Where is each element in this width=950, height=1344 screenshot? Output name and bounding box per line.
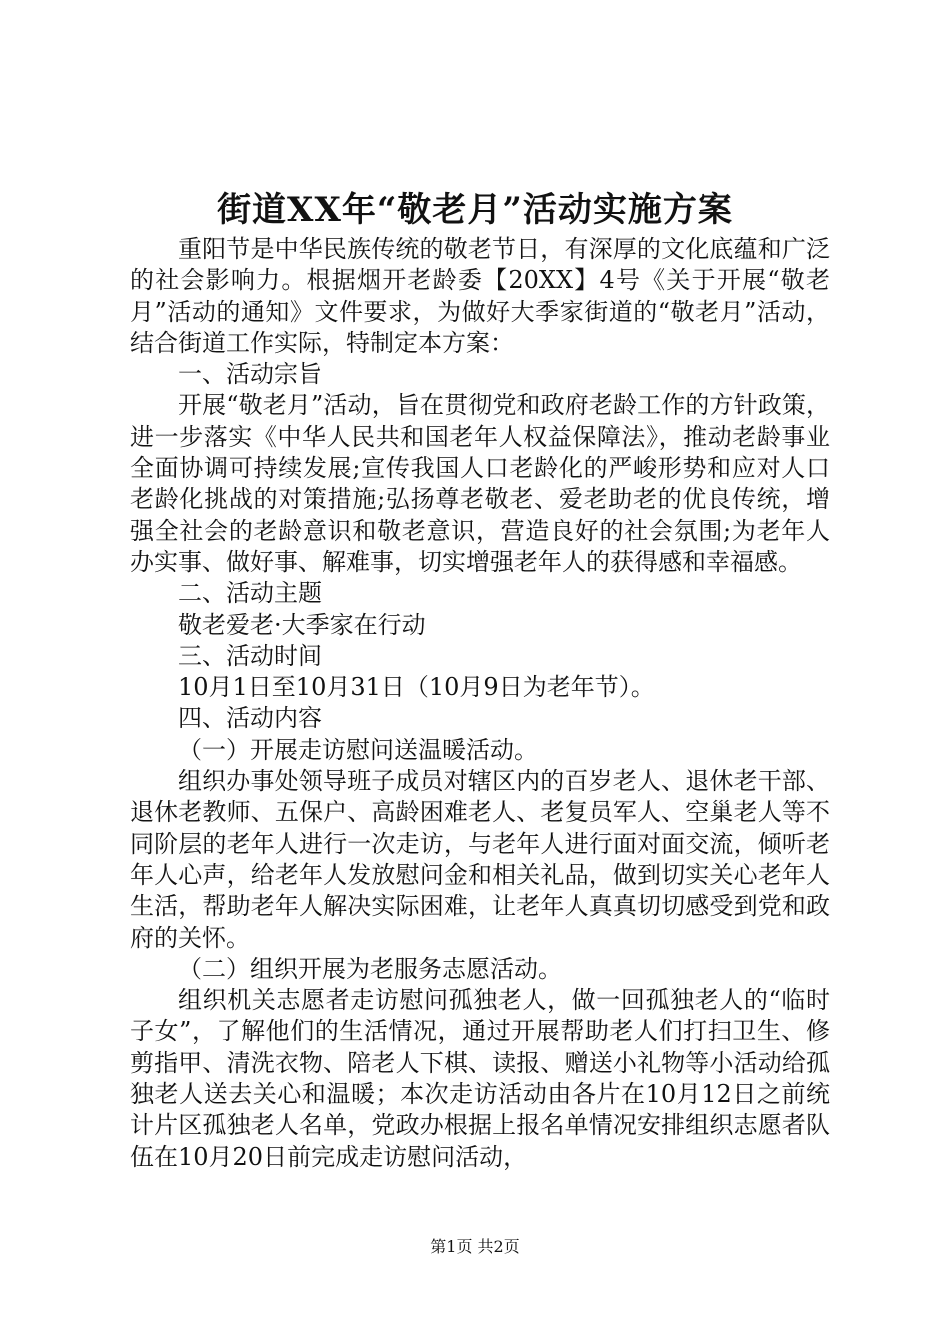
section-heading-purpose: 一、活动宗旨 [178,360,322,389]
intro-paragraph: 重阳节是中华民族传统的敬老节日，有深厚的文化底蕴和广泛的社会影响力。根据烟开老龄委【20XX】4号《关于开展“敬老月”活动的通知》文件要求，为做好大季家街道的“敬老月”活动，结合街道工作实际，特制定本方案： [130,235,830,357]
section-heading-time: 三、活动时间 [178,641,322,670]
page-footer: 第1页 共2页 [430,1237,520,1256]
subsection-heading-volunteer: （二）组织开展为老服务志愿活动。 [178,954,562,983]
time-paragraph: 10月1日至10月31日（10月9日为老年节）。 [178,673,655,702]
subsection-heading-visits: （一）开展走访慰问送温暖活动。 [178,735,538,764]
document-title: 街道XX年“敬老月”活动实施方案 [217,190,733,230]
visits-paragraph: 组织办事处领导班子成员对辖区内的百岁老人、退休老干部、退休老教师、五保户、高龄困难老人、老复员军人、空巢老人等不同阶层的老年人进行一次走访，与老年人进行面对面交流，倾听老年人心声，给老年人发放慰问金和相关礼品，做到切实关心老年人生活，帮助老年人解决实际困难，让老年人真真切切感受到党和政府的关怀。 [130,767,830,952]
section-heading-content: 四、活动内容 [178,704,322,733]
section-heading-theme: 二、活动主题 [178,579,322,608]
volunteer-paragraph: 组织机关志愿者走访慰问孤独老人，做一回孤独老人的“临时子女”，了解他们的生活情况，通过开展帮助老人们打扫卫生、修剪指甲、清洗衣物、陪老人下棋、读报、赠送小礼物等小活动给孤独老人送去关心和温暖；本次走访活动由各片在10月12日之前统计片区孤独老人名单，党政办根据上报名单情况安排组织志愿者队伍在10月20日前完成走访慰问活动， [130,986,830,1171]
document-body [130,234,830,1173]
purpose-paragraph: 开展“敬老月”活动，旨在贯彻党和政府老龄工作的方针政策，进一步落实《中华人民共和国老年人权益保障法》，推动老龄事业全面协调可持续发展;宣传我国人口老龄化的严峻形势和应对人口老龄化挑战的对策措施;弘扬尊老敬老、爱老助老的优良传统，增强全社会的老龄意识和敬老意识，营造良好的社会氛围;为老年人办实事、做好事、解难事，切实增强老年人的获得感和幸福感。 [130,391,830,576]
theme-paragraph: 敬老爱老·大季家在行动 [178,610,426,639]
